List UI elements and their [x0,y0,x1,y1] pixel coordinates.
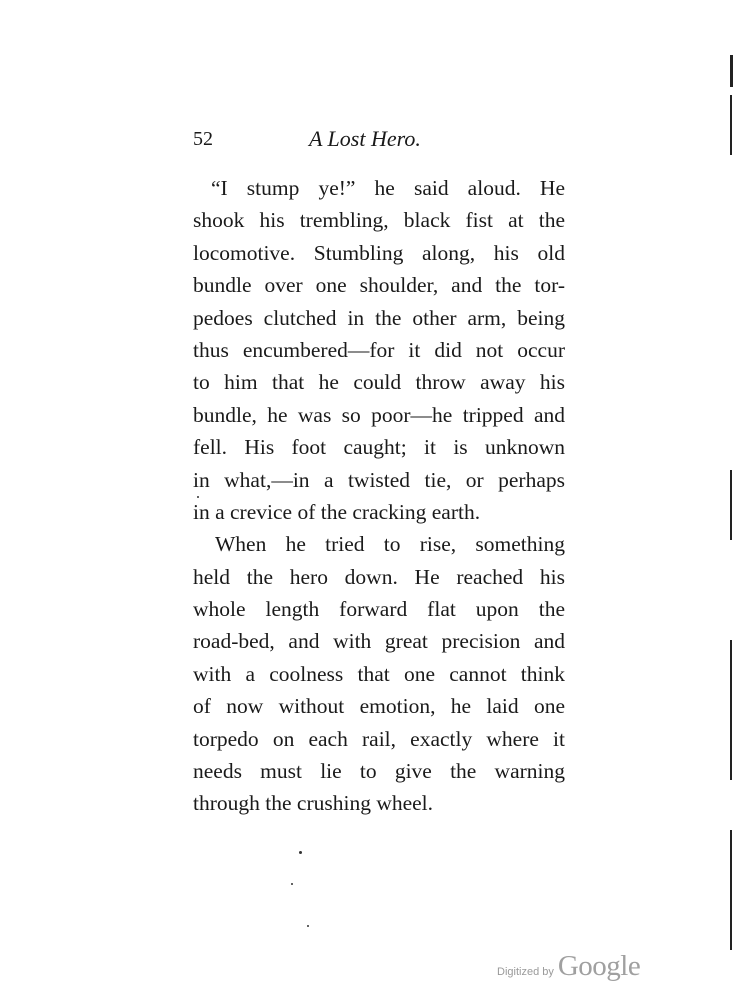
text-line: to him that he could throw away his [193,370,565,395]
page-edge-mark [730,830,732,950]
text-line: in what,—in a twisted tie, or perhaps [193,467,565,492]
running-header [193,128,573,158]
text-line: thus encumbered—for it did not occur [193,337,565,362]
text-line: whole length forward flat upon the [193,597,565,622]
text-line: torpedo on each rail, exactly where it [193,726,565,751]
google-logo: Google [557,950,641,982]
page-edge-mark [730,55,733,87]
text-line: needs must lie to give the warning [193,759,565,784]
text-line: shook his trembling, black fist at the [193,208,565,233]
text-line: through the crushing wheel. [193,791,434,816]
page-edge-mark [730,95,732,155]
page-edge-mark [730,640,732,780]
page-edge-mark [730,470,732,540]
print-speck [299,851,302,854]
text-line: When he tried to rise, something [215,532,565,557]
body-text [193,172,565,820]
text-line: road-bed, and with great precision and [193,629,565,654]
page-number: 52 [193,128,213,150]
text-line: with a coolness that one cannot think [193,661,565,686]
digitized-watermark [497,950,640,984]
text-line: pedoes clutched in the other arm, being [193,305,565,330]
text-line: locomotive. Stumbling along, his old [193,240,565,265]
text-line: bundle over one shoulder, and the tor- [193,273,565,298]
print-speck [291,883,293,885]
watermark-prefix: Digitized by [497,966,554,978]
running-title: A Lost Hero. [309,126,421,151]
print-speck [197,496,199,498]
text-line: held the hero down. He reached his [193,564,565,589]
text-line: bundle, he was so poor—he tripped and [193,402,565,427]
print-speck [307,925,309,927]
text-line: fell. His foot caught; it is unknown [193,435,565,460]
page-edge-binding [730,0,733,1000]
text-line: in a crevice of the cracking earth. [193,499,481,524]
text-line: of now without emotion, he laid one [193,694,565,719]
text-line: “I stump ye!” he said aloud. He [211,176,565,200]
